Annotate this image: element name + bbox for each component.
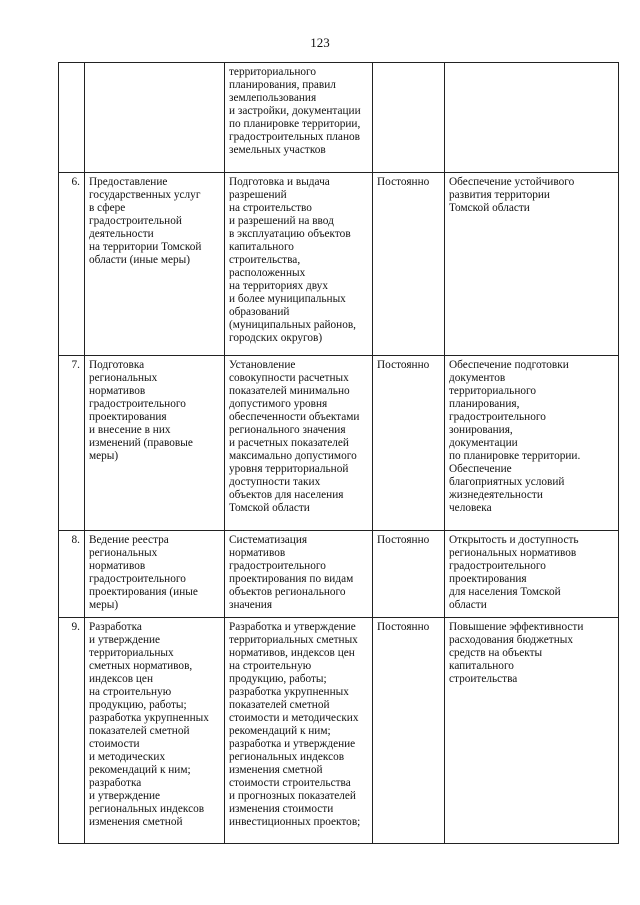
- cell-text-line: средств на объекты: [449, 647, 543, 659]
- table-row: [59, 618, 619, 844]
- table-row: [59, 63, 619, 173]
- cell-text-line: градостроительного: [89, 398, 186, 410]
- page-number: 123: [310, 35, 330, 50]
- cell-text-line: (муниципальных районов,: [229, 319, 357, 331]
- cell-text-line: территориального: [449, 385, 537, 397]
- cell-text-line: изменения сметной: [89, 816, 183, 828]
- cell-text: Постоянно: [377, 176, 430, 188]
- cell-text-line: региональных нормативов: [449, 547, 577, 559]
- cell-text-line: Подготовка: [89, 359, 145, 371]
- cell-result: [445, 356, 619, 531]
- cell-text-line: градостроительной: [89, 215, 182, 227]
- cell-text-line: городских округов): [229, 332, 323, 344]
- cell-result: [445, 173, 619, 356]
- cell-num: [59, 531, 85, 618]
- cell-result: [445, 531, 619, 618]
- cell-text-line: на территории Томской: [89, 241, 202, 253]
- cell-text-line: меры): [89, 450, 119, 462]
- cell-text-line: Обеспечение: [449, 463, 512, 475]
- cell-text-line: нормативов, индексов цен: [229, 647, 355, 659]
- cell-text-line: Предоставление: [89, 176, 168, 188]
- cell-text-line: показателей сметной: [229, 699, 330, 711]
- cell-text-line: и более муниципальных: [229, 293, 346, 305]
- cell-text-line: жизнедеятельности: [449, 489, 543, 501]
- cell-text-line: планирования,: [449, 398, 520, 410]
- cell-term: [373, 173, 445, 356]
- cell-text-line: земельных участков: [229, 144, 326, 156]
- cell-text-line: продукцию, работы;: [89, 699, 187, 711]
- cell-text-line: зонирования,: [449, 424, 513, 436]
- cell-text-line: объектов регионального: [229, 586, 346, 598]
- cell-text: 7.: [71, 359, 80, 371]
- cell-text: Постоянно: [377, 621, 430, 633]
- cell-text: 8.: [71, 534, 80, 546]
- cell-text-line: проектирования: [89, 411, 167, 423]
- cell-text-line: на строительную: [229, 660, 312, 672]
- cell-text-line: человека: [449, 502, 492, 514]
- cell-text-line: разработка укрупненных: [229, 686, 349, 698]
- table-row: [59, 531, 619, 618]
- cell-text-line: образований: [229, 306, 290, 318]
- cell-text-line: на строительство: [229, 202, 312, 214]
- cell-text-line: Установление: [229, 359, 296, 371]
- cell-text-line: Подготовка и выдача: [229, 176, 330, 188]
- cell-text-line: меры): [89, 599, 119, 611]
- measures-table: [58, 62, 619, 844]
- cell-text: 6.: [71, 176, 80, 188]
- cell-text-line: документов: [449, 372, 506, 384]
- cell-text-line: и внесение в них: [89, 424, 171, 436]
- cell-text-line: области (иные меры): [89, 254, 191, 266]
- cell-text-line: для населения Томской: [449, 586, 561, 598]
- cell-text-line: области: [449, 599, 487, 611]
- cell-result: [445, 63, 619, 173]
- cell-text-line: расходования бюджетных: [449, 634, 574, 646]
- cell-text-line: на строительную: [89, 686, 172, 698]
- cell-content: [225, 63, 373, 173]
- cell-text-line: индексов цен: [89, 673, 153, 685]
- cell-text-line: капитального: [449, 660, 514, 672]
- cell-content: [225, 618, 373, 844]
- cell-text-line: совокупности расчетных: [229, 372, 349, 384]
- cell-content: [225, 531, 373, 618]
- cell-text-line: показателей минимально: [229, 385, 350, 397]
- cell-text-line: Разработка и утверждение: [229, 621, 356, 633]
- cell-text-line: капитального: [229, 241, 294, 253]
- cell-text: Постоянно: [377, 534, 430, 546]
- cell-text-line: Обеспечение подготовки: [449, 359, 569, 371]
- cell-text-line: и прогнозных показателей: [229, 790, 356, 802]
- cell-text-line: расположенных: [229, 267, 306, 279]
- cell-text-line: деятельности: [89, 228, 154, 240]
- cell-text-line: территориальных сметных: [229, 634, 358, 646]
- cell-text-line: развития территории: [449, 189, 550, 201]
- cell-text-line: проектирования по видам: [229, 573, 354, 585]
- cell-text-line: значения: [229, 599, 273, 611]
- cell-text-line: разрешений: [229, 189, 287, 201]
- cell-text-line: проектирования: [449, 573, 527, 585]
- cell-text-line: благоприятных условий: [449, 476, 565, 488]
- cell-text-line: Обеспечение устойчивого: [449, 176, 575, 188]
- cell-text-line: региональных индексов: [229, 751, 345, 763]
- cell-text-line: градостроительного: [449, 411, 546, 423]
- cell-text-line: сметных нормативов,: [89, 660, 193, 672]
- cell-text-line: рекомендаций к ним;: [229, 725, 331, 737]
- cell-text-line: землепользования: [229, 92, 317, 104]
- cell-text-line: документации: [449, 437, 518, 449]
- cell-text-line: градостроительного: [89, 573, 186, 585]
- cell-term: [373, 618, 445, 844]
- cell-text-line: разработка и утверждение: [229, 738, 356, 750]
- cell-text-line: разработка укрупненных: [89, 712, 209, 724]
- cell-text-line: строительства: [449, 673, 518, 685]
- cell-text-line: разработка: [89, 777, 142, 789]
- cell-text-line: рекомендаций к ним;: [89, 764, 191, 776]
- cell-term: [373, 531, 445, 618]
- cell-text-line: обеспеченности объектами: [229, 411, 360, 423]
- cell-text-line: стоимости и методических: [229, 712, 359, 724]
- cell-text: Постоянно: [377, 359, 430, 371]
- cell-text-line: территориального: [229, 66, 317, 78]
- cell-text-line: Ведение реестра: [89, 534, 169, 546]
- cell-text-line: проектирования (иные: [89, 586, 198, 598]
- cell-text-line: градостроительного: [229, 560, 326, 572]
- cell-text-line: Разработка: [89, 621, 142, 633]
- cell-content: [225, 173, 373, 356]
- cell-text-line: уровня территориальной: [229, 463, 349, 475]
- cell-text-line: Систематизация: [229, 534, 308, 546]
- cell-num: [59, 356, 85, 531]
- cell-text-line: объектов для населения: [229, 489, 344, 501]
- cell-text-line: в эксплуатацию объектов: [229, 228, 351, 240]
- table-row: [59, 173, 619, 356]
- cell-text: 9.: [71, 621, 80, 633]
- cell-num: [59, 63, 85, 173]
- cell-text-line: и утверждение: [89, 634, 161, 646]
- cell-text-line: Томской области: [229, 502, 310, 514]
- cell-text-line: показателей сметной: [89, 725, 190, 737]
- cell-text-line: продукцию, работы;: [229, 673, 327, 685]
- cell-text-line: допустимого уровня: [229, 398, 328, 410]
- cell-text-line: Открытость и доступность: [449, 534, 579, 546]
- cell-text-line: региональных: [89, 547, 158, 559]
- cell-text-line: нормативов: [89, 560, 146, 572]
- cell-text-line: доступности таких: [229, 476, 321, 488]
- cell-text-line: в сфере: [89, 202, 126, 214]
- cell-text-line: государственных услуг: [89, 189, 201, 201]
- cell-num: [59, 173, 85, 356]
- cell-text-line: нормативов: [89, 385, 146, 397]
- cell-measure: [85, 531, 225, 618]
- cell-term: [373, 356, 445, 531]
- cell-text-line: градостроительного: [449, 560, 546, 572]
- cell-text-line: Повышение эффективности: [449, 621, 584, 633]
- table-row: [59, 356, 619, 531]
- cell-text-line: регионального значения: [229, 424, 346, 436]
- cell-text-line: максимально допустимого: [229, 450, 357, 462]
- cell-text-line: и утверждение: [89, 790, 161, 802]
- cell-text-line: по планировке территории.: [449, 450, 581, 462]
- cell-text-line: Томской области: [449, 202, 530, 214]
- cell-text-line: изменения сметной: [229, 764, 323, 776]
- cell-text-line: инвестиционных проектов;: [229, 816, 361, 828]
- cell-text-line: на территориях двух: [229, 280, 328, 292]
- cell-text-line: планирования, правил: [229, 79, 336, 91]
- cell-text-line: и разрешений на ввод: [229, 215, 334, 227]
- cell-term: [373, 63, 445, 173]
- cell-text-line: градостроительных планов: [229, 131, 360, 143]
- cell-text-line: изменений (правовые: [89, 437, 193, 449]
- cell-content: [225, 356, 373, 531]
- cell-text-line: территориальных: [89, 647, 174, 659]
- cell-text-line: строительства,: [229, 254, 301, 266]
- cell-text-line: стоимости: [89, 738, 140, 750]
- cell-text-line: и методических: [89, 751, 166, 763]
- cell-measure: [85, 618, 225, 844]
- cell-measure: [85, 63, 225, 173]
- cell-num: [59, 618, 85, 844]
- cell-text-line: региональных: [89, 372, 158, 384]
- cell-text-line: региональных индексов: [89, 803, 205, 815]
- cell-result: [445, 618, 619, 844]
- cell-measure: [85, 173, 225, 356]
- cell-measure: [85, 356, 225, 531]
- cell-text-line: и застройки, документации: [229, 105, 361, 117]
- cell-text-line: нормативов: [229, 547, 286, 559]
- cell-text-line: и расчетных показателей: [229, 437, 349, 449]
- cell-text-line: стоимости строительства: [229, 777, 351, 789]
- cell-text-line: по планировке территории,: [229, 118, 361, 130]
- cell-text-line: изменения стоимости: [229, 803, 334, 815]
